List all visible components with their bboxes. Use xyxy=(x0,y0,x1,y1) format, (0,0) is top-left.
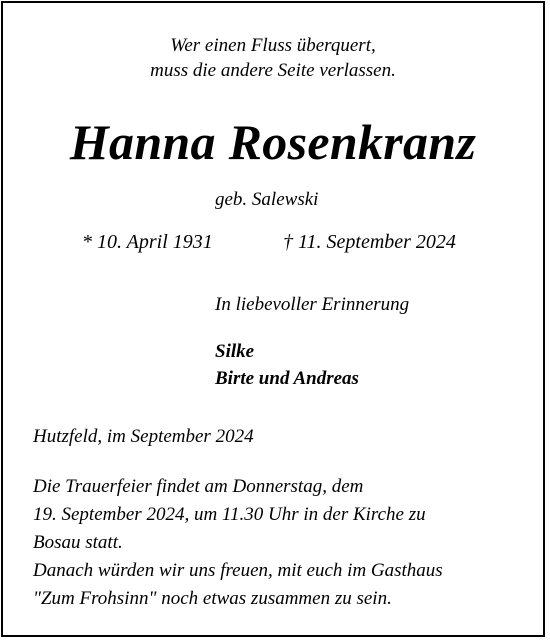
motto-line-2: muss die andere Seite verlassen. xyxy=(150,60,396,81)
notice-line-1: Die Trauerfeier findet am Donnerstag, dem xyxy=(33,476,364,497)
remembrance-phrase: In liebevoller Erinnerung xyxy=(215,294,410,315)
birth-date: * 10. April 1931 xyxy=(82,231,213,253)
notice-line-5: "Zum Frohsinn" noch etwas zusammen zu sein. xyxy=(33,588,392,609)
death-date: † 11. September 2024 xyxy=(283,231,456,253)
mourner-1: Silke xyxy=(215,341,255,362)
deceased-name: Hanna Rosenkranz xyxy=(69,114,477,170)
mourner-2: Birte und Andreas xyxy=(215,368,359,389)
notice-line-4: Danach würden wir uns freuen, mit euch im Gasthaus xyxy=(33,560,443,581)
notice-line-3: Bosau statt. xyxy=(33,532,123,553)
notice-line-2: 19. September 2024, um 11.30 Uhr in der Kirche zu xyxy=(33,504,426,525)
place-date: Hutzfeld, im September 2024 xyxy=(33,426,254,447)
maiden-name: geb. Salewski xyxy=(215,189,319,210)
motto-line-1: Wer einen Fluss überquert, xyxy=(170,35,376,56)
